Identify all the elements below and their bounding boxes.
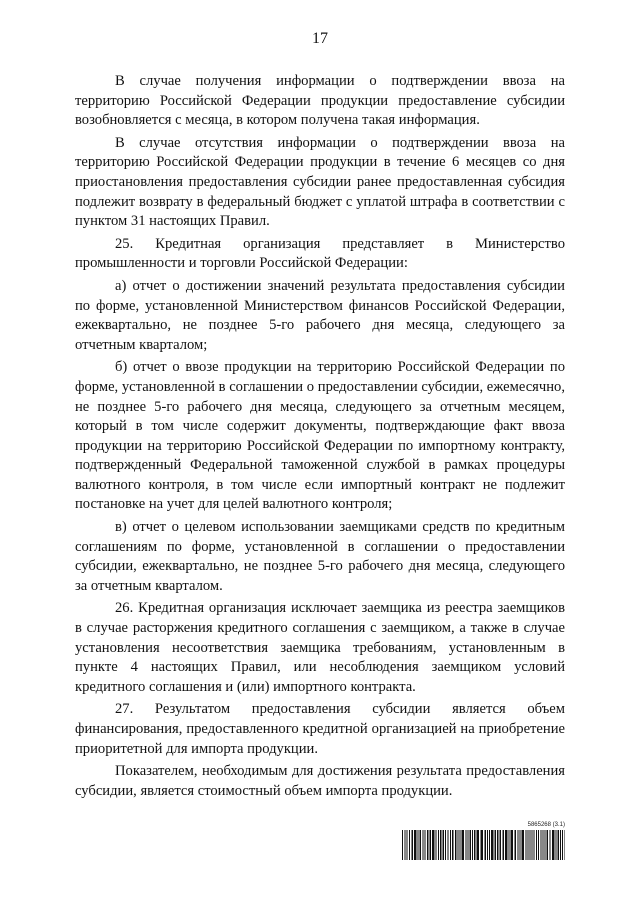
barcode-bar xyxy=(470,830,472,860)
barcode-bar xyxy=(562,830,563,860)
barcode-bar xyxy=(460,830,461,860)
barcode-bar xyxy=(481,830,484,860)
barcode-bar xyxy=(536,830,537,860)
paragraph-25-intro: 25. Кредитная организация представляет в Министерство промышленности и торговли Российской Федерации: xyxy=(75,235,565,272)
barcode-bar xyxy=(452,830,454,860)
barcode-bar xyxy=(541,830,542,860)
barcode-bar xyxy=(409,830,410,860)
barcode-bar xyxy=(515,830,517,860)
barcode-bar xyxy=(489,830,490,860)
barcode-bar xyxy=(450,830,451,860)
barcode-bar xyxy=(528,830,529,860)
barcode-bar xyxy=(420,830,422,860)
barcode-bar xyxy=(503,830,505,860)
barcode-bar xyxy=(530,830,531,860)
paragraph-27: 27. Результатом предоставления субсидии является объем финансирования, предоставленного кредитной организацией на приобретение приоритетной для импорта продукции. xyxy=(75,701,565,757)
paragraph-subsidy-resumption: В случае получения информации о подтверждении ввоза на территорию Российской Федерации продукции предоставление субсидии возобновляется с месяца, в котором получена такая информация. xyxy=(75,73,565,129)
barcode-bar xyxy=(538,830,539,860)
barcode-bar xyxy=(497,830,499,860)
barcode-bar xyxy=(448,830,449,860)
barcode-bar xyxy=(458,830,459,860)
barcode-bar xyxy=(414,830,417,860)
document-barcode xyxy=(402,822,565,860)
barcode-bar xyxy=(462,830,465,860)
barcode-bar xyxy=(558,830,560,860)
barcode-bar xyxy=(560,830,561,860)
document-body xyxy=(75,72,565,804)
barcode-bar xyxy=(552,830,555,860)
paragraph-25-c: в) отчет о целевом использовании заемщиками средств по кредитным соглашениям по форме, установленной в соглашении о предоставлении субсидии, ежеквартально, не позднее 5-го рабочего дня месяца, следующего за отчетным кварталом. xyxy=(75,519,565,594)
barcode-bar xyxy=(526,830,527,860)
barcode-bar xyxy=(425,830,426,860)
barcode-icon xyxy=(402,830,565,860)
barcode-bar xyxy=(474,830,476,860)
barcode-bar xyxy=(477,830,480,860)
barcode-bar xyxy=(505,830,508,860)
barcode-bar xyxy=(550,830,551,860)
barcode-bar xyxy=(407,830,408,860)
page-number: 17 xyxy=(312,30,328,47)
barcode-bar xyxy=(532,830,533,860)
barcode-bar xyxy=(438,830,439,860)
barcode-bar xyxy=(445,830,446,860)
barcode-bar xyxy=(427,830,429,860)
paragraph-25-a: а) отчет о достижении значений результата предоставления субсидии по форме, установленной Министерством финансов Российской Федерации, ежеквартально, не позднее 5-го рабочего дня месяца, следующего за отчетным кварталом; xyxy=(75,277,565,353)
barcode-bar xyxy=(436,830,437,860)
barcode-bar xyxy=(522,830,525,860)
barcode-bar xyxy=(418,830,419,860)
barcode-bar xyxy=(423,830,424,860)
barcode-bar xyxy=(466,830,467,860)
paragraph-25-b: б) отчет о ввозе продукции на территорию Российской Федерации по форме, установленной в соглашении о предоставлении субсидии, ежемесячно, не позднее 5-го рабочего дня месяца, следующего за отчетным месяцем, который в том числе содержит документы, подтверждающие факт ввоза продукции на территорию Российской Федерации по импортному контракту, подтвержденный Федеральной таможенной службой в рамках процедуры валютного контроля, в том числе если импортный контракт не подлежит постановке на учет для целей валютного контроля; xyxy=(75,359,565,513)
barcode-bar xyxy=(405,830,406,860)
barcode-bar xyxy=(485,830,487,860)
barcode-bar xyxy=(402,830,403,860)
barcode-bar xyxy=(556,830,557,860)
barcode-bar xyxy=(534,830,535,860)
barcode-bar xyxy=(495,830,497,860)
barcode-bar xyxy=(468,830,469,860)
barcode-bar xyxy=(432,830,435,860)
barcode-bar xyxy=(455,830,457,860)
barcode-bar xyxy=(547,830,549,860)
paragraph-26: 26. Кредитная организация исключает заемщика из реестра заемщиков в случае расторжения кредитного соглашения с заемщиком, а также в случае установления несоответствия заемщика требованиям, установленным в пункте 4 настоящих Правил, или несоблюдения заемщиком условий кредитного соглашения и (или) импортного контракта. xyxy=(75,600,565,695)
barcode-bar xyxy=(520,830,521,860)
barcode-bar xyxy=(565,830,566,860)
barcode-bar xyxy=(472,830,473,860)
barcode-bar xyxy=(491,830,494,860)
barcode-bar xyxy=(543,830,544,860)
paragraph-indicator: Показателем, необходимым для достижения результата предоставления субсидии, является стоимостный объем импорта продукции. xyxy=(75,763,565,799)
barcode-bar xyxy=(500,830,502,860)
barcode-bar xyxy=(511,830,514,860)
barcode-bar xyxy=(430,830,432,860)
paragraph-subsidy-refund: В случае отсутствия информации о подтверждении ввоза на территорию Российской Федерации продукции в течение 6 месяцев со дня приостановления предоставления субсидии ранее предоставленная субсидия подлежит возврату в федеральный бюджет с уплатой штрафа в соответствии с пунктом 31 настоящих Правил. xyxy=(75,134,565,230)
barcode-bar xyxy=(412,830,414,860)
barcode-label: 5865268 (3.1) xyxy=(527,822,565,828)
barcode-bar xyxy=(440,830,442,860)
barcode-bar xyxy=(487,830,488,860)
barcode-bar xyxy=(443,830,445,860)
barcode-bar xyxy=(545,830,546,860)
barcode-bar xyxy=(518,830,519,860)
barcode-bar xyxy=(509,830,510,860)
